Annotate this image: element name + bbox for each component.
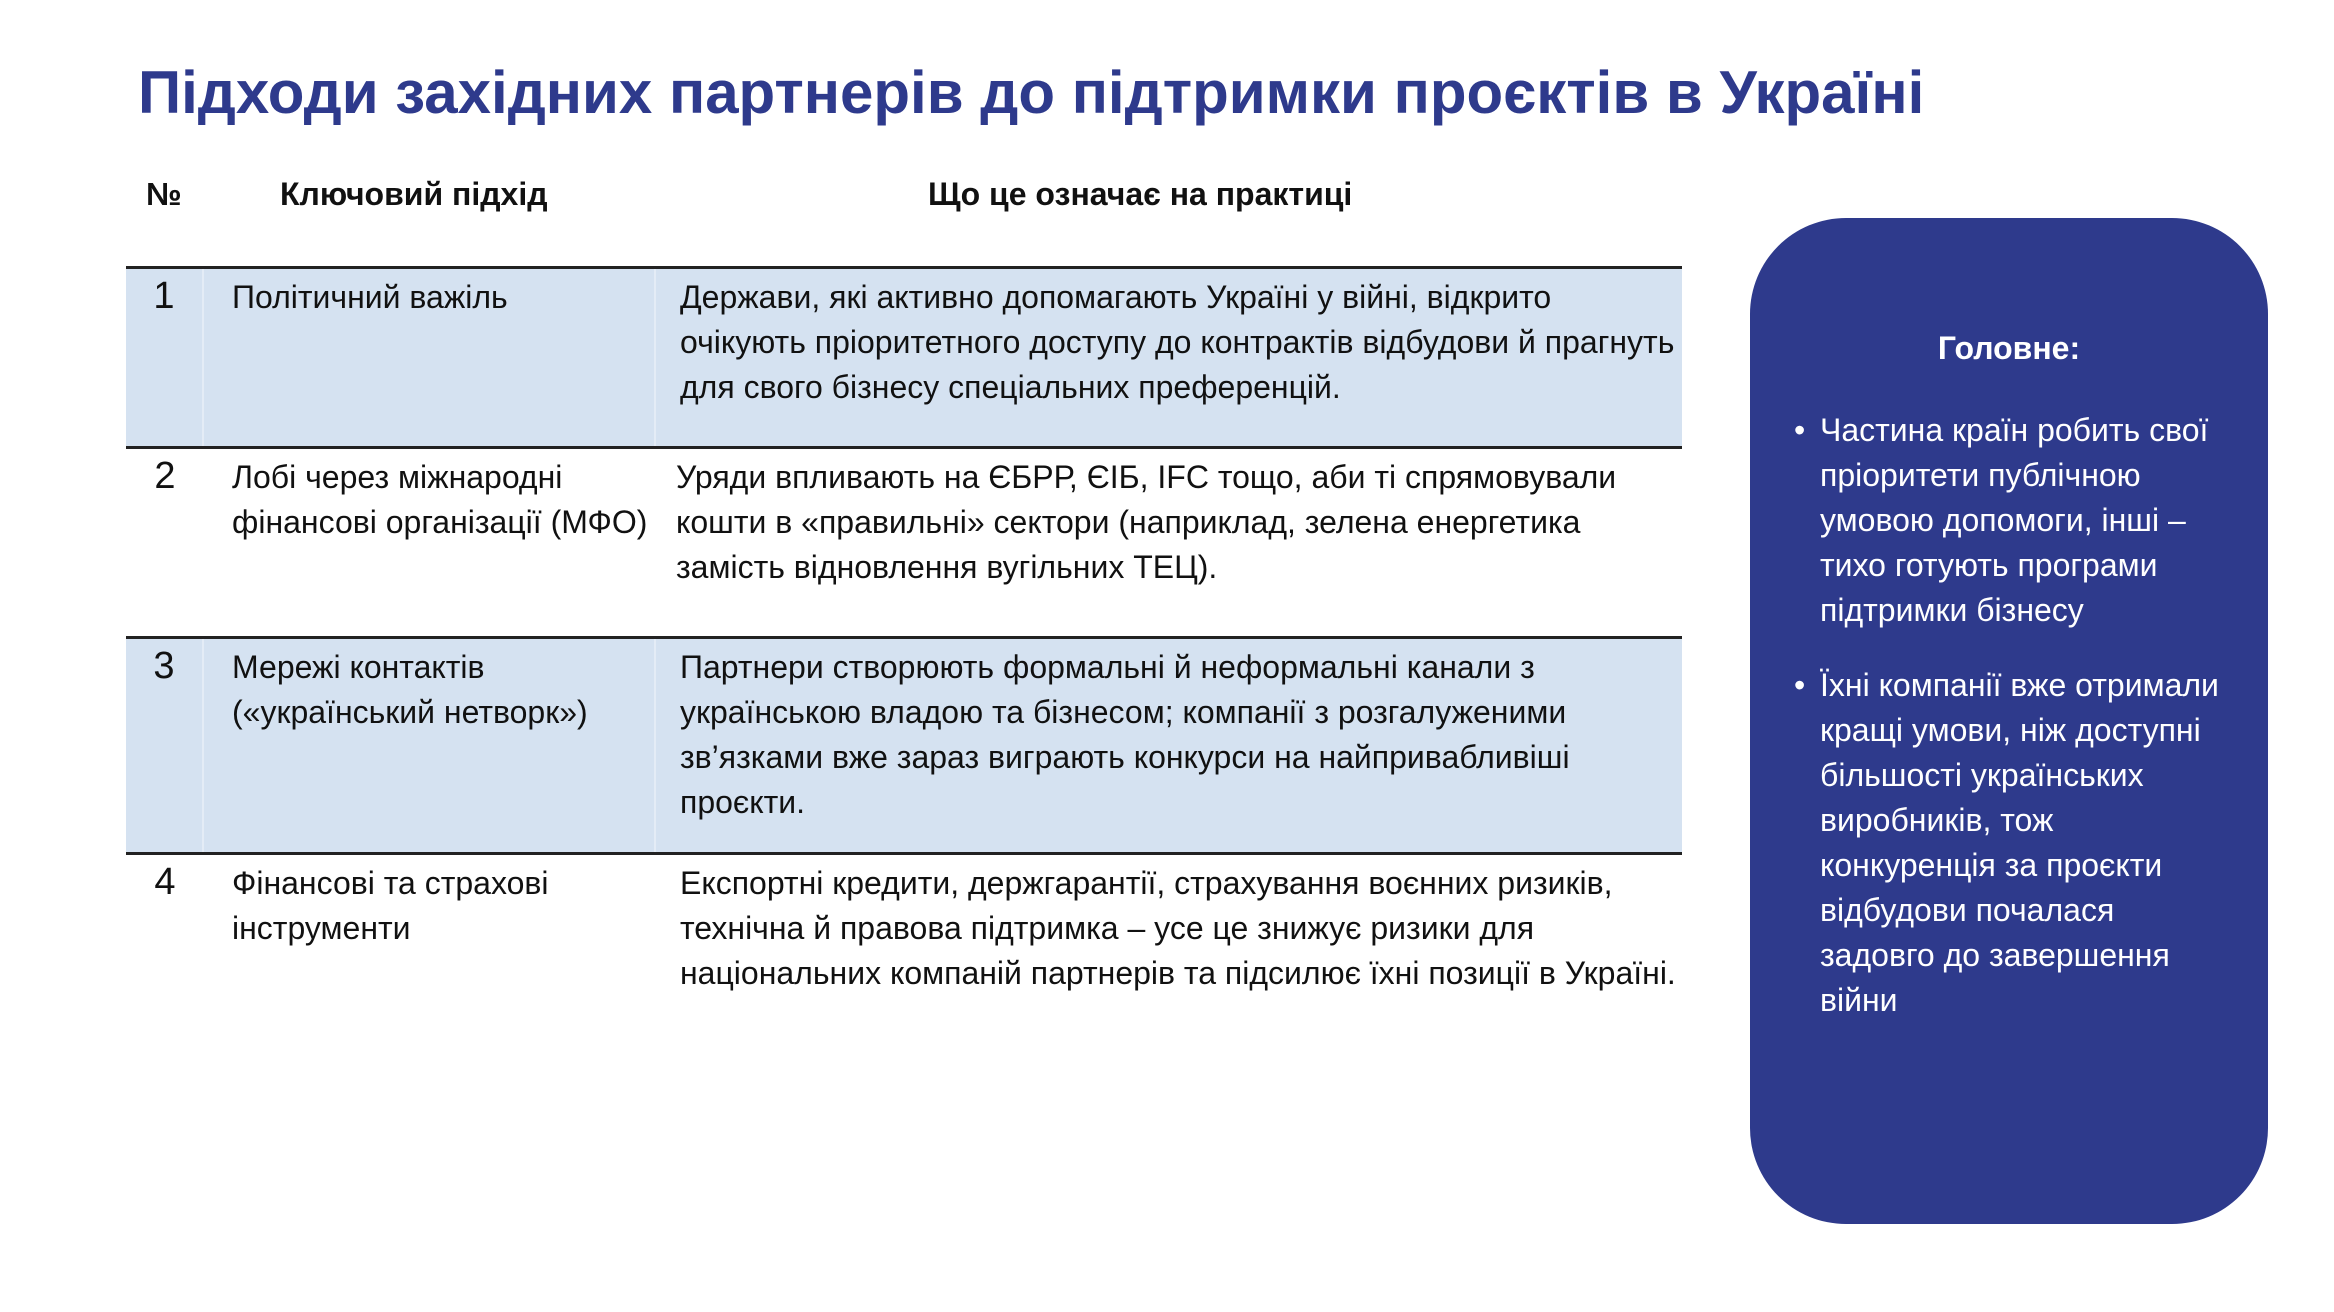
summary-title: Головне: bbox=[1937, 330, 2081, 366]
row-number: 2 bbox=[154, 455, 176, 497]
row-approach: Лобі через міжнародні фінансові організації (МФО) bbox=[232, 459, 648, 540]
summary-bullets bbox=[1794, 408, 2234, 1053]
bullet-text: Частина країн робить свої пріоритети публічною умовою допомоги, інші – тихо готують програми підтримки бізнесу bbox=[1820, 412, 2209, 628]
row-practice: Експортні кредити, держгарантії, страхування воєнних ризиків, технічна й правова підтримка – усе це знижує ризики для національних компаній партнерів та підсилює їхні позиції в Україні. bbox=[680, 865, 1676, 991]
bullet-icon: • bbox=[1794, 667, 1806, 703]
summary-panel bbox=[1750, 218, 2268, 1224]
column-header-number: № bbox=[146, 176, 182, 212]
row-approach: Фінансові та страхові інструменти bbox=[232, 865, 549, 946]
row-number: 4 bbox=[154, 861, 176, 903]
column-header-approach: Ключовий підхід bbox=[280, 176, 548, 212]
table-row bbox=[126, 636, 1682, 852]
table-row bbox=[126, 266, 1682, 446]
row-number: 3 bbox=[126, 639, 204, 852]
row-approach: Мережі контактів («український нетворк») bbox=[232, 649, 588, 730]
column-header-practice: Що це означає на практиці bbox=[928, 176, 1353, 212]
row-practice: Партнери створюють формальні й неформальні канали з українською владою та бізнесом; компанії з розгалуженими зв’язками вже зараз виграють конкурси на найпривабливіші проєкти. bbox=[680, 649, 1570, 820]
bullet-icon: • bbox=[1794, 412, 1806, 448]
row-practice: Уряди впливають на ЄБРР, ЄІБ, IFC тощо, аби ті спрямовували кошти в «правильні» сектори (наприклад, зелена енергетика замість відновлення вугільних ТЕЦ). bbox=[676, 459, 1617, 585]
row-practice: Держави, які активно допомагають Україні у війні, відкрито очікують пріоритетного доступу до контрактів відбудови й прагнуть для свого бізнесу спеціальних преференцій. bbox=[680, 279, 1675, 405]
table-row bbox=[126, 852, 1682, 1052]
page-title: Підходи західних партнерів до підтримки проєктів в Україні bbox=[138, 59, 1925, 126]
row-approach: Політичний важіль bbox=[232, 279, 508, 315]
list-item bbox=[1794, 663, 2234, 1023]
approaches-table bbox=[126, 266, 1682, 1052]
list-item bbox=[1794, 408, 2234, 633]
column-divider bbox=[654, 269, 656, 446]
bullet-text: Їхні компанії вже отримали кращі умови, ніж доступні більшості українських виробників, тож конкуренція за проєкти відбудови почалася задовго до завершення війни bbox=[1820, 667, 2219, 1018]
table-row bbox=[126, 446, 1682, 636]
row-number: 1 bbox=[126, 269, 204, 446]
column-divider bbox=[654, 639, 656, 852]
